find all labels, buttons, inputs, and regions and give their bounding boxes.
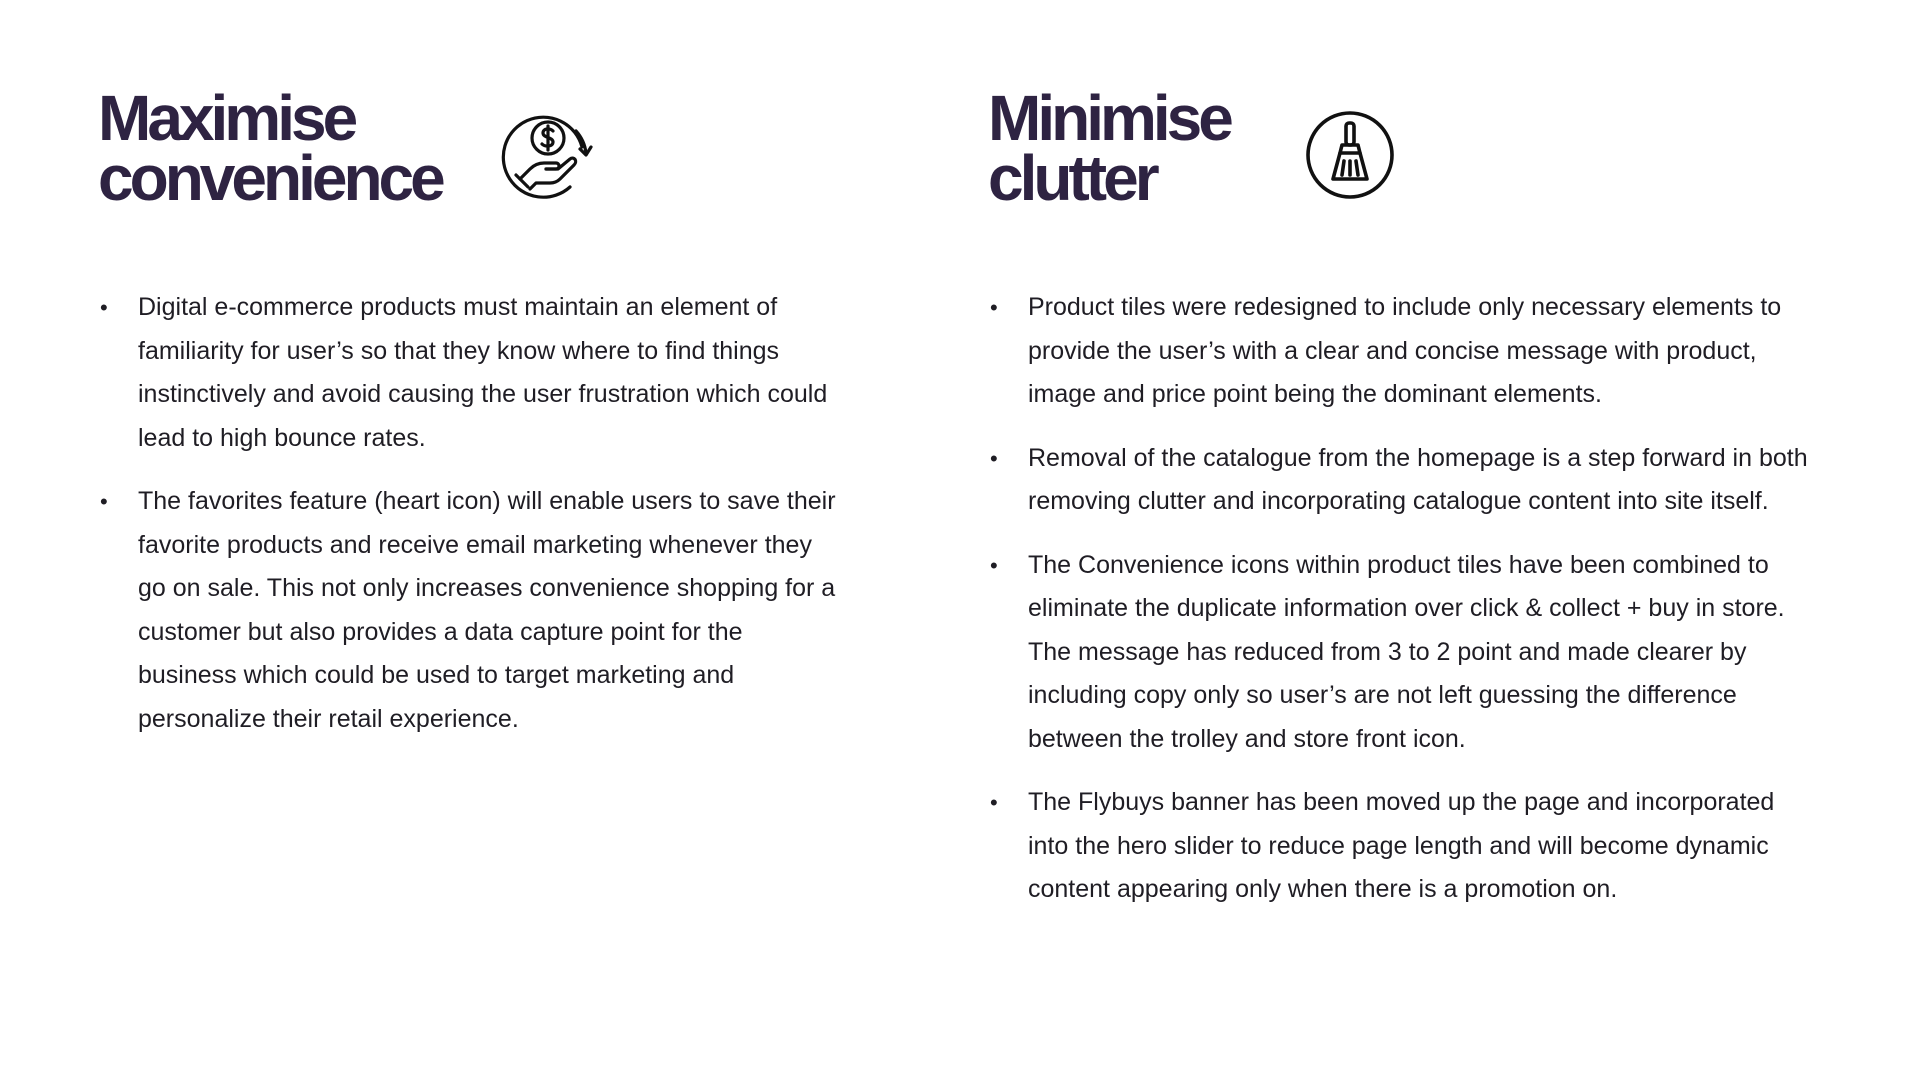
heading-line-2: convenience: [98, 142, 442, 214]
bullet-list-left: [98, 286, 838, 761]
list-item: • The Convenience icons within product tiles have been combined to eliminate the duplicate information over click & collect + buy in store. The message has reduced from 3 to 2 point and made clearer by including copy only so user’s are not left guessing the difference between the trolley and store front icon.: [988, 544, 1818, 762]
bullet-list-right: [988, 286, 1818, 932]
section-heading-minimise-clutter: [988, 82, 1230, 214]
section-heading-maximise-convenience: [98, 82, 442, 214]
heading-line-1: Minimise: [988, 82, 1230, 154]
list-item: • The favorites feature (heart icon) will enable users to save their favorite products and receive email marketing whenever they go on sale. This not only increases convenience shopping for a customer but also provides a data capture point for the business which could be used to target marketing and personalize their retail experience.: [98, 480, 838, 741]
broom-icon: [1300, 105, 1400, 205]
heading-line-2: clutter: [988, 142, 1156, 214]
list-item: • Product tiles were redesigned to include only necessary elements to provide the user’s with a clear and concise message with product, image and price point being the dominant elements.: [988, 286, 1818, 417]
heading-row-right: [988, 82, 1230, 214]
money-hand-icon: [498, 105, 598, 205]
heading-line-1: Maximise: [98, 82, 355, 154]
heading-row-left: [98, 82, 442, 214]
list-item: • The Flybuys banner has been moved up the page and incorporated into the hero slider to reduce page length and will become dynamic content appearing only when there is a promotion on.: [988, 781, 1818, 912]
list-item: • Digital e-commerce products must maintain an element of familiarity for user’s so that they know where to find things instinctively and avoid causing the user frustration which could lead to high bounce rates.: [98, 286, 838, 460]
list-item: • Removal of the catalogue from the homepage is a step forward in both removing clutter and incorporating catalogue content into site itself.: [988, 437, 1818, 524]
